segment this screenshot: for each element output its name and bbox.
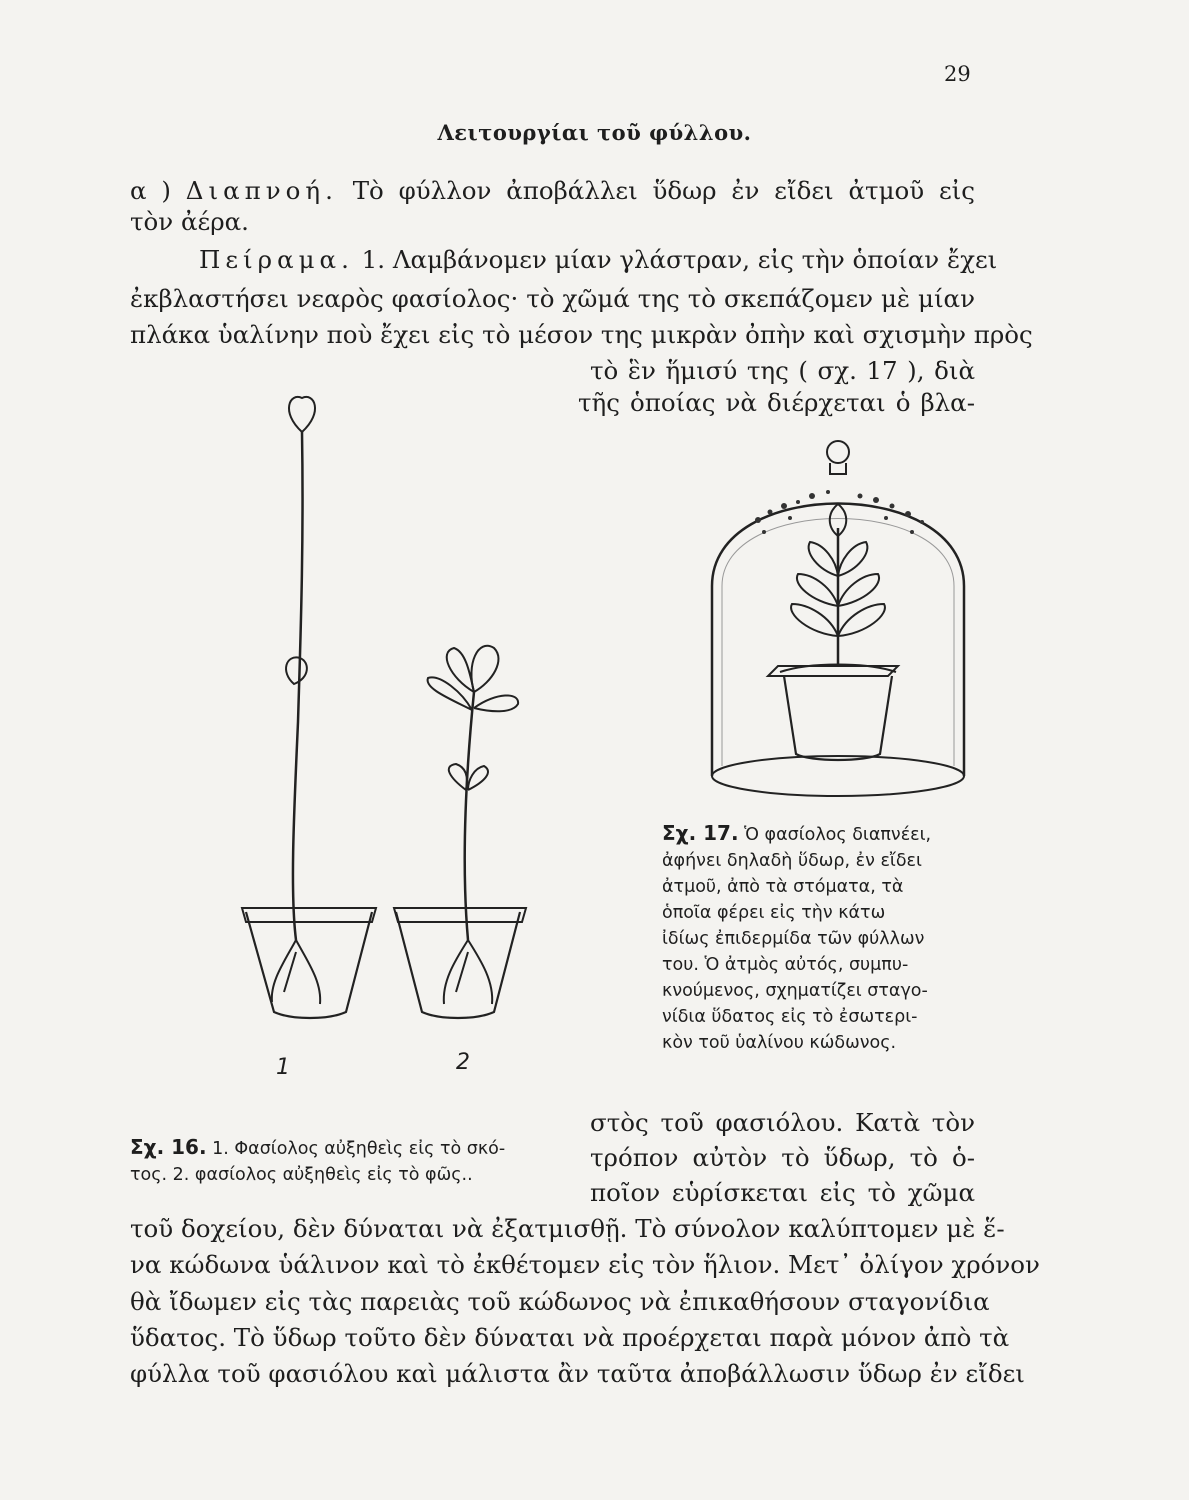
paragraph-line: τὸ ἓν ἥμισύ της ( σχ. 17 ), διὰ xyxy=(590,356,975,385)
caption-line: κὸν τοῦ ὑαλίνου κώδωνος. xyxy=(662,1033,897,1053)
paragraph-line xyxy=(199,245,998,275)
term-transpiration: Διαπνοή. xyxy=(185,176,338,205)
caption-line: κνούμενος, σχηματίζει σταγο- xyxy=(662,981,928,1001)
paragraph-line: στὸς τοῦ φασιόλου. Κατὰ τὸν xyxy=(590,1108,975,1137)
caption-label: Σχ. 16. xyxy=(130,1135,207,1159)
flower-pot xyxy=(784,676,892,760)
caption-line: του. Ὁ ἀτμὸς αὐτός, συμπυ- xyxy=(662,955,909,975)
paragraph-line: ἐκβλαστήσει νεαρὸς φασίολος· τὸ χῶμά της τὸ σκεπάζομεν μὲ μίαν xyxy=(130,284,975,313)
paragraph-line: τὸν ἀέρα. xyxy=(130,207,249,236)
caption-line: ἀφήνει δηλαδὴ ὕδωρ, ἐν εἴδει xyxy=(662,851,922,871)
caption-line: 1. Φασίολος αὐξηθεὶς εἰς τὸ σκό- xyxy=(206,1139,506,1159)
figure-16-caption xyxy=(130,1134,505,1188)
paragraph-line: τρόπον αὐτὸν τὸ ὕδωρ, τὸ ὁ- xyxy=(590,1143,975,1172)
bell-jar-illustration xyxy=(700,436,980,806)
paragraph-line: φύλλα τοῦ φασιόλου καὶ μάλιστα ἂν ταῦτα ἀποβάλλωσιν ὕδωρ ἐν εἴδει xyxy=(130,1359,1025,1388)
item-prefix: α ) xyxy=(130,176,186,205)
term-experiment: Πείραμα. xyxy=(199,245,354,274)
caption-line: ἰδίως ἐπιδερμίδα τῶν φύλλων xyxy=(662,929,925,949)
paragraph-line: τῆς ὁποίας νὰ διέρχεται ὁ βλα- xyxy=(578,388,975,417)
paragraph-line: ὕδατος. Τὸ ὕδωρ τοῦτο δὲν δύναται νὰ προέρχεται παρὰ μόνον ἀπὸ τὰ xyxy=(130,1323,1010,1352)
bean-plants-illustration xyxy=(210,392,580,1052)
caption-line: νίδια ὕδατος εἰς τὸ ἐσωτερι- xyxy=(662,1007,918,1027)
jar-base xyxy=(712,756,964,796)
paragraph-line: ποῖον εὑρίσκεται εἰς τὸ χῶμα xyxy=(590,1178,975,1207)
figure-16-label-2: 2 xyxy=(456,1050,470,1075)
caption-line: τος. 2. φασίολος αὐξηθεὶς εἰς τὸ φῶς.. xyxy=(130,1165,473,1185)
paragraph-line: πλάκα ὑαλίνην ποὺ ἔχει εἰς τὸ μέσον της μικρὰν ὀπὴν καὶ σχισμὴν πρὸς xyxy=(130,320,1033,349)
caption-label: Σχ. 17. xyxy=(662,821,739,845)
paragraph-line: θὰ ἴδωμεν εἰς τὰς παρειὰς τοῦ κώδωνος νὰ ἐπικαθήσουν σταγονίδια xyxy=(130,1287,990,1316)
paragraph-line: να κώδωνα ὑάλινον καὶ τὸ ἐκθέτομεν εἰς τὸν ἥλιον. Μετ᾽ ὀλίγον χρόνον xyxy=(130,1250,1040,1279)
caption-line: Ὁ φασίολος διαπνέει, xyxy=(738,825,932,845)
paragraph-line: τοῦ δοχείου, δὲν δύναται νὰ ἐξατμισθῇ. Τὸ σύνολον καλύπτομεν μὲ ἕ- xyxy=(130,1214,1005,1243)
plant-grown-in-darkness xyxy=(242,397,376,1018)
jar-knob xyxy=(827,441,849,463)
jar-neck xyxy=(830,463,846,474)
text-run: Τὸ φύλλον ἀποβάλλει ὕδωρ ἐν εἴδει ἀτμοῦ εἰς xyxy=(337,176,975,205)
page-number: 29 xyxy=(944,62,971,86)
figure-16-label-1: 1 xyxy=(276,1055,290,1080)
text-run: 1. Λαμβάνομεν μίαν γλάστραν, εἰς τὴν ὁποίαν ἔχει xyxy=(353,245,998,274)
caption-line: ὁποῖα φέρει εἰς τὴν κάτω xyxy=(662,903,886,923)
paragraph-line xyxy=(130,176,975,206)
figure-17-caption xyxy=(662,820,976,1056)
caption-line: ἀτμοῦ, ἀπὸ τὰ στόματα, τὰ xyxy=(662,877,904,897)
section-heading: Λειτουργίαι τοῦ φύλλου. xyxy=(437,120,752,145)
plant-grown-in-light xyxy=(394,646,526,1018)
